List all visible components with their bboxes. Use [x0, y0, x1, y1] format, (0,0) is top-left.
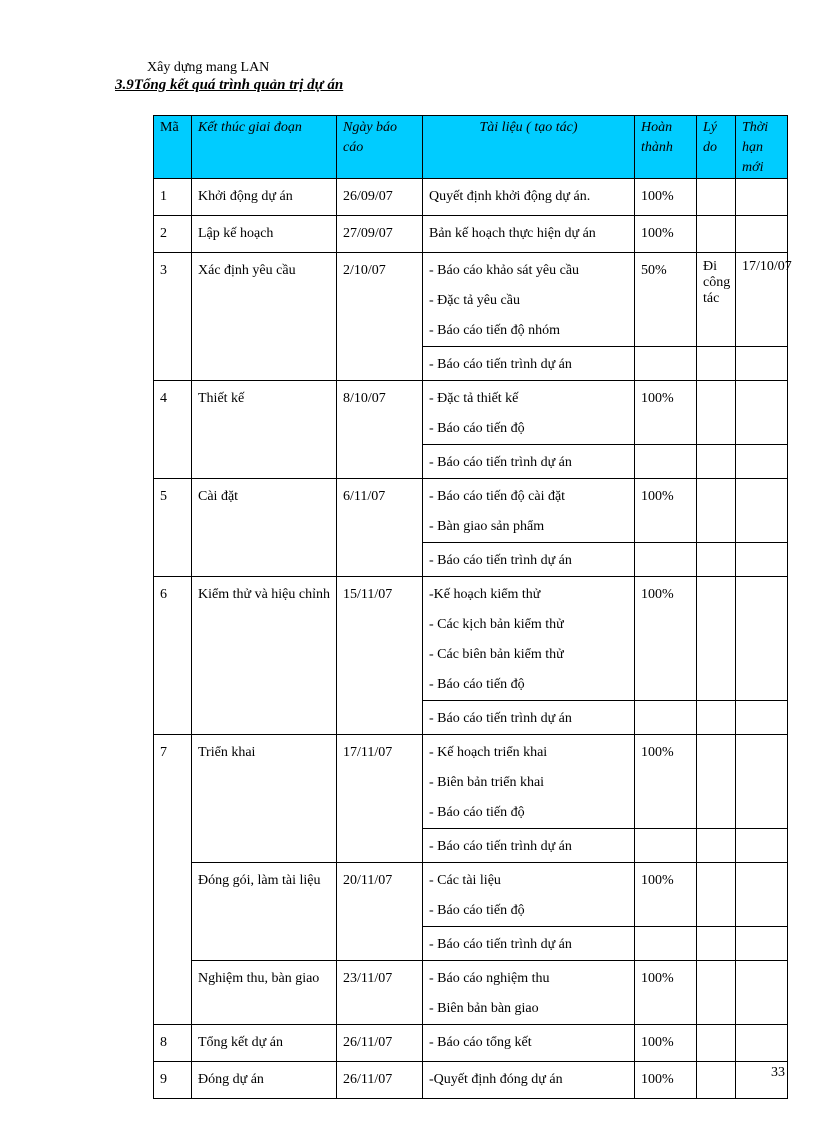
- cell-done: 100%: [635, 1025, 697, 1062]
- doc-item: - Báo cáo tiến độ cài đặt: [429, 489, 566, 504]
- cell-reason: [697, 179, 736, 216]
- table-row: [154, 1025, 788, 1062]
- cell-newdate: [736, 863, 788, 927]
- section-title: 3.9Tổng kết quá trình quản trị dự án: [115, 77, 344, 93]
- cell-docs: - Báo cáo tiến trình dự án: [423, 701, 635, 735]
- doc-item: - Các kịch bản kiểm thử: [429, 617, 564, 632]
- cell-reason: [697, 735, 736, 829]
- doc-item: - Báo cáo khảo sát yêu cầu: [429, 263, 580, 278]
- doc-item: - Báo cáo tiến độ: [429, 421, 525, 436]
- cell-phase: Đóng dự án: [192, 1062, 337, 1099]
- cell-done: 100%: [635, 1062, 697, 1099]
- cell-reason: [697, 445, 736, 479]
- cell-done: 100%: [635, 863, 697, 927]
- header-docs: Tài liệu ( tạo tác): [423, 116, 635, 179]
- cell-newdate: 17/10/07: [736, 253, 788, 347]
- cell-reason: [697, 1025, 736, 1062]
- cell-newdate: [736, 701, 788, 735]
- cell-newdate: [736, 479, 788, 543]
- cell-done: 100%: [635, 479, 697, 543]
- cell-phase: Cài đặt: [192, 479, 337, 577]
- doc-item: - Báo cáo tiến độ: [429, 805, 525, 820]
- cell-newdate: [736, 829, 788, 863]
- cell-docs: - Báo cáo tiến trình dự án: [423, 927, 635, 961]
- doc-item: - Các tài liệu: [429, 873, 501, 888]
- doc-item: - Báo cáo tiến độ: [429, 677, 525, 692]
- table-row: [154, 577, 788, 701]
- table-row: [154, 479, 788, 543]
- header-date: Ngày báo cáo: [337, 116, 423, 179]
- cell-phase: Kiểm thử và hiệu chỉnh: [192, 577, 337, 735]
- cell-reason: [697, 701, 736, 735]
- doc-item: - Báo cáo nghiệm thu: [429, 971, 550, 986]
- cell-reason: [697, 543, 736, 577]
- table-row: [154, 735, 788, 829]
- doc-item: - Biên bản triển khai: [429, 775, 545, 790]
- doc-item: -Quyết định đóng dự án: [429, 1072, 563, 1087]
- doc-item: - Báo cáo tiến độ nhóm: [429, 323, 561, 338]
- cell-newdate: [736, 577, 788, 701]
- cell-docs: - Báo cáo tiến trình dự án: [423, 543, 635, 577]
- table-row: [154, 381, 788, 445]
- cell-reason: Đi công tác: [697, 253, 736, 347]
- cell-done: 100%: [635, 381, 697, 445]
- cell-newdate: [736, 347, 788, 381]
- cell-phase: Triển khai: [192, 735, 337, 863]
- cell-date: 27/09/07: [337, 216, 423, 253]
- page-number: 33: [771, 1065, 785, 1080]
- cell-reason: [697, 863, 736, 927]
- cell-phase: Lập kế hoạch: [192, 216, 337, 253]
- cell-reason: [697, 216, 736, 253]
- doc-item: - Đặc tả yêu cầu: [429, 293, 520, 308]
- cell-ma: 7: [154, 735, 192, 1025]
- cell-reason: [697, 479, 736, 543]
- cell-done: [635, 445, 697, 479]
- cell-newdate: [736, 961, 788, 1025]
- cell-newdate: [736, 927, 788, 961]
- cell-phase: Tổng kết dự án: [192, 1025, 337, 1062]
- cell-date: 15/11/07: [337, 577, 423, 735]
- doc-item: - Báo cáo tổng kết: [429, 1035, 532, 1050]
- cell-date: 17/11/07: [337, 735, 423, 863]
- header-ma: Mã: [154, 116, 192, 179]
- cell-date: 26/11/07: [337, 1025, 423, 1062]
- cell-done: [635, 347, 697, 381]
- table-row: [154, 179, 788, 216]
- cell-phase: Đóng gói, làm tài liệu: [192, 863, 337, 961]
- cell-ma: 8: [154, 1025, 192, 1062]
- cell-docs: [423, 179, 635, 216]
- project-summary-table: [153, 115, 792, 1099]
- doc-item: - Các biên bản kiểm thử: [429, 647, 564, 662]
- cell-docs: [423, 216, 635, 253]
- cell-docs: [423, 577, 635, 701]
- cell-date: 2/10/07: [337, 253, 423, 381]
- cell-reason: [697, 1062, 736, 1099]
- cell-done: 100%: [635, 735, 697, 829]
- cell-done: [635, 829, 697, 863]
- cell-docs: [423, 1062, 635, 1099]
- cell-date: 6/11/07: [337, 479, 423, 577]
- cell-ma: 4: [154, 381, 192, 479]
- table-row: [154, 961, 788, 1025]
- cell-ma: 6: [154, 577, 192, 735]
- doc-item: - Đặc tả thiết kế: [429, 391, 519, 406]
- cell-done: [635, 543, 697, 577]
- cell-date: 20/11/07: [337, 863, 423, 961]
- table-row: [154, 1062, 788, 1099]
- cell-phase: Nghiệm thu, bàn giao: [192, 961, 337, 1025]
- cell-newdate: [736, 735, 788, 829]
- doc-item: - Biên bản bàn giao: [429, 1001, 539, 1016]
- doc-item: - Báo cáo tiến độ: [429, 903, 525, 918]
- cell-reason: [697, 829, 736, 863]
- doc-item: - Kế hoạch triển khai: [429, 745, 548, 760]
- cell-docs: - Báo cáo tiến trình dự án: [423, 445, 635, 479]
- cell-reason: [697, 577, 736, 701]
- cell-newdate: [736, 179, 788, 216]
- cell-reason: [697, 347, 736, 381]
- cell-done: 100%: [635, 216, 697, 253]
- cell-docs: [423, 479, 635, 543]
- cell-ma: 9: [154, 1062, 192, 1099]
- cell-phase: Thiết kế: [192, 381, 337, 479]
- doc-item: -Kế hoạch kiểm thử: [429, 587, 541, 602]
- cell-reason: [697, 381, 736, 445]
- doc-item: - Bàn giao sản phẩm: [429, 519, 545, 534]
- cell-done: 100%: [635, 179, 697, 216]
- document-header: Xây dựng mang LAN: [147, 60, 270, 75]
- cell-done: [635, 701, 697, 735]
- cell-docs: [423, 735, 635, 829]
- table-row: [154, 863, 788, 927]
- cell-date: 26/09/07: [337, 179, 423, 216]
- cell-date: 8/10/07: [337, 381, 423, 479]
- cell-done: 100%: [635, 577, 697, 701]
- header-newdate: Thời hạn mới: [736, 116, 788, 179]
- cell-done: 50%: [635, 253, 697, 347]
- doc-item: Bản kế hoạch thực hiện dự án: [429, 226, 596, 241]
- cell-reason: [697, 961, 736, 1025]
- cell-docs: - Báo cáo tiến trình dự án: [423, 347, 635, 381]
- cell-date: 26/11/07: [337, 1062, 423, 1099]
- cell-phase: Khởi động dự án: [192, 179, 337, 216]
- cell-docs: - Báo cáo tiến trình dự án: [423, 829, 635, 863]
- cell-docs: [423, 253, 635, 347]
- cell-newdate: [736, 1025, 788, 1062]
- table-row: [154, 253, 788, 347]
- cell-done: 100%: [635, 961, 697, 1025]
- cell-docs: [423, 1025, 635, 1062]
- header-done: Hoàn thành: [635, 116, 697, 179]
- header-phase: Kết thúc giai đoạn: [192, 116, 337, 179]
- cell-phase: Xác định yêu cầu: [192, 253, 337, 381]
- cell-date: 23/11/07: [337, 961, 423, 1025]
- cell-ma: 5: [154, 479, 192, 577]
- cell-newdate: [736, 216, 788, 253]
- header-reason: Lý do: [697, 116, 736, 179]
- cell-newdate: [736, 543, 788, 577]
- table-header-row: [154, 116, 788, 179]
- doc-item: Quyết định khởi động dự án.: [429, 189, 591, 204]
- cell-docs: [423, 961, 635, 1025]
- cell-docs: [423, 863, 635, 927]
- table-row: [154, 216, 788, 253]
- cell-ma: 2: [154, 216, 192, 253]
- cell-ma: 3: [154, 253, 192, 381]
- cell-done: [635, 927, 697, 961]
- cell-newdate: [736, 445, 788, 479]
- cell-newdate: [736, 381, 788, 445]
- cell-reason: [697, 927, 736, 961]
- cell-ma: 1: [154, 179, 192, 216]
- cell-docs: [423, 381, 635, 445]
